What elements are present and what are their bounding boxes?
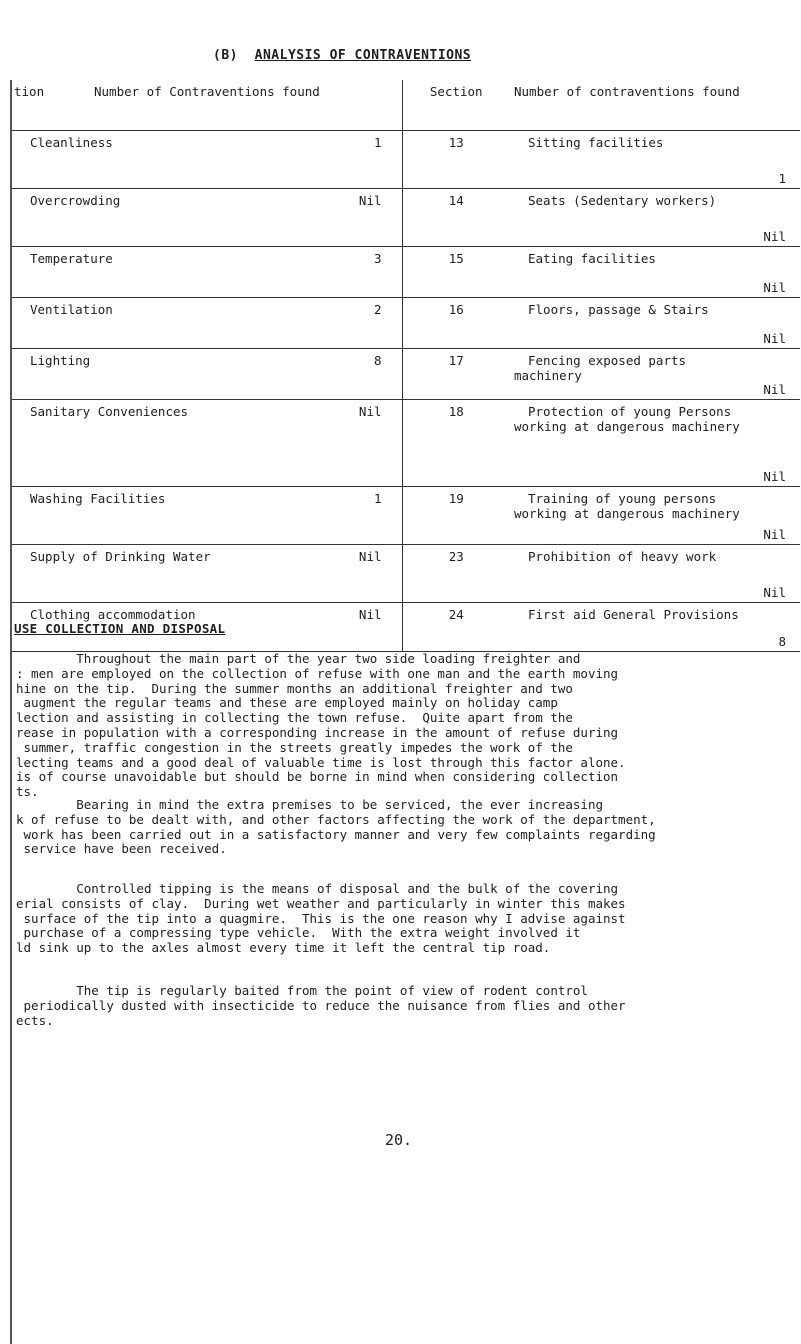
contravention-label: Lighting bbox=[30, 352, 91, 368]
contravention-label: Cleanliness bbox=[30, 134, 113, 150]
header-count-right: Number of contraventions found bbox=[510, 80, 800, 130]
contravention-label: Training of young persons working at dangerous machinery bbox=[514, 490, 740, 521]
contravention-count: 1 bbox=[373, 134, 382, 150]
contraventions-table bbox=[12, 80, 800, 652]
table-row bbox=[12, 188, 800, 246]
contravention-count: Nil bbox=[358, 548, 382, 564]
contravention-label: Clothing accommodation bbox=[30, 606, 196, 622]
contravention-label: First aid General Provisions bbox=[528, 606, 739, 622]
table-row bbox=[12, 399, 800, 486]
header-count-left: Number of Contraventions found bbox=[90, 80, 402, 130]
table-row bbox=[12, 348, 800, 399]
section-number: 18 bbox=[402, 399, 510, 486]
table-row bbox=[12, 246, 800, 297]
paragraph-text: Throughout the main part of the year two side loading freighter and : men are employed on the collection of refuse with one man and the earth moving hine on the tip. During the summer months an additional freighter and two augment the regular teams and these are employed mainly on holiday camp lection and assisting in collecting the town refuse. Quite apart from the rease in population with a corresponding increase in the amount of refuse during summer, traffic congestion in the streets greatly impedes the work of the lecting teams and a good deal of valuable time is lost through this factor alone. is of course unavoidable but should be borne in mind when considering collection ts. bbox=[16, 651, 626, 800]
contravention-label: Eating facilities bbox=[528, 250, 656, 266]
paragraph-freighters bbox=[16, 652, 792, 800]
section-number: 19 bbox=[402, 486, 510, 544]
section-number: 16 bbox=[402, 297, 510, 348]
contravention-count: 2 bbox=[373, 301, 382, 317]
paragraph-text: The tip is regularly baited from the point of view of rodent control periodically dusted with insecticide to reduce the nuisance from flies and other ects. bbox=[16, 983, 626, 1028]
contravention-label: Floors, passage & Stairs bbox=[528, 301, 709, 317]
paragraph-text: Controlled tipping is the means of disposal and the bulk of the covering erial consists of clay. During wet weather and particularly in winter this makes surface of the tip into a quagmire. This is the one reason why I advise against purchase of a compressing type vehicle. With the extra weight involved it ld sink up to the axles almost every time it left the central tip road. bbox=[16, 881, 626, 956]
contravention-count: 1 bbox=[373, 490, 382, 506]
contravention-count: Nil bbox=[358, 403, 382, 419]
table-row bbox=[12, 486, 800, 544]
contravention-label: Temperature bbox=[30, 250, 113, 266]
paragraph-rodent-control bbox=[16, 984, 792, 1028]
contravention-label: Fencing exposed parts machinery bbox=[514, 352, 687, 383]
page-number: 20. bbox=[385, 1131, 413, 1149]
contravention-label: Seats (Sedentary workers) bbox=[528, 192, 717, 208]
contravention-count: Nil bbox=[763, 330, 786, 346]
contravention-count: Nil bbox=[763, 381, 786, 397]
contravention-count: Nil bbox=[763, 279, 786, 295]
section-number: 17 bbox=[402, 348, 510, 399]
analysis-heading bbox=[213, 48, 471, 63]
contravention-count: 1 bbox=[778, 170, 786, 186]
contravention-count: 3 bbox=[373, 250, 382, 266]
contravention-count: Nil bbox=[763, 526, 786, 542]
paragraph-tipping bbox=[16, 882, 792, 956]
contravention-label: Supply of Drinking Water bbox=[30, 548, 211, 564]
contravention-label: Prohibition of heavy work bbox=[528, 548, 717, 564]
contravention-label: Sitting facilities bbox=[528, 134, 664, 150]
contravention-count: 8 bbox=[373, 352, 382, 368]
contravention-count: Nil bbox=[358, 606, 382, 622]
paragraph-service bbox=[16, 798, 792, 857]
table-header-row bbox=[12, 80, 800, 130]
contravention-label: Sanitary Conveniences bbox=[30, 403, 189, 419]
contravention-label: Protection of young Persons working at dangerous machinery bbox=[514, 403, 740, 434]
section-number: 13 bbox=[402, 130, 510, 188]
header-section-left: tion bbox=[12, 80, 90, 130]
contravention-label: Overcrowding bbox=[30, 192, 121, 208]
section-number: 23 bbox=[402, 544, 510, 602]
table-row bbox=[12, 297, 800, 348]
contravention-count: 8 bbox=[778, 633, 786, 649]
contravention-count: Nil bbox=[763, 468, 786, 484]
table-row bbox=[12, 544, 800, 602]
section-number: 24 bbox=[402, 602, 510, 651]
heading-title: ANALYSIS OF CONTRAVENTIONS bbox=[254, 48, 472, 63]
section-number: 14 bbox=[402, 188, 510, 246]
contravention-count: Nil bbox=[763, 584, 786, 600]
contravention-label: Ventilation bbox=[30, 301, 113, 317]
contravention-label: Washing Facilities bbox=[30, 490, 166, 506]
contravention-count: Nil bbox=[358, 192, 382, 208]
contravention-count: Nil bbox=[763, 228, 786, 244]
heading-prefix: (B) bbox=[213, 48, 238, 63]
refuse-section-title: USE COLLECTION AND DISPOSAL bbox=[14, 621, 226, 636]
table-row bbox=[12, 130, 800, 188]
paragraph-text: Bearing in mind the extra premises to be serviced, the ever increasing k of refuse to be dealt with, and other factors affecting the work of the department, work has been carried out in a satisfactory manner and very few complaints regarding service have been received. bbox=[16, 797, 656, 857]
section-number: 15 bbox=[402, 246, 510, 297]
header-section-right: Section bbox=[402, 80, 510, 130]
